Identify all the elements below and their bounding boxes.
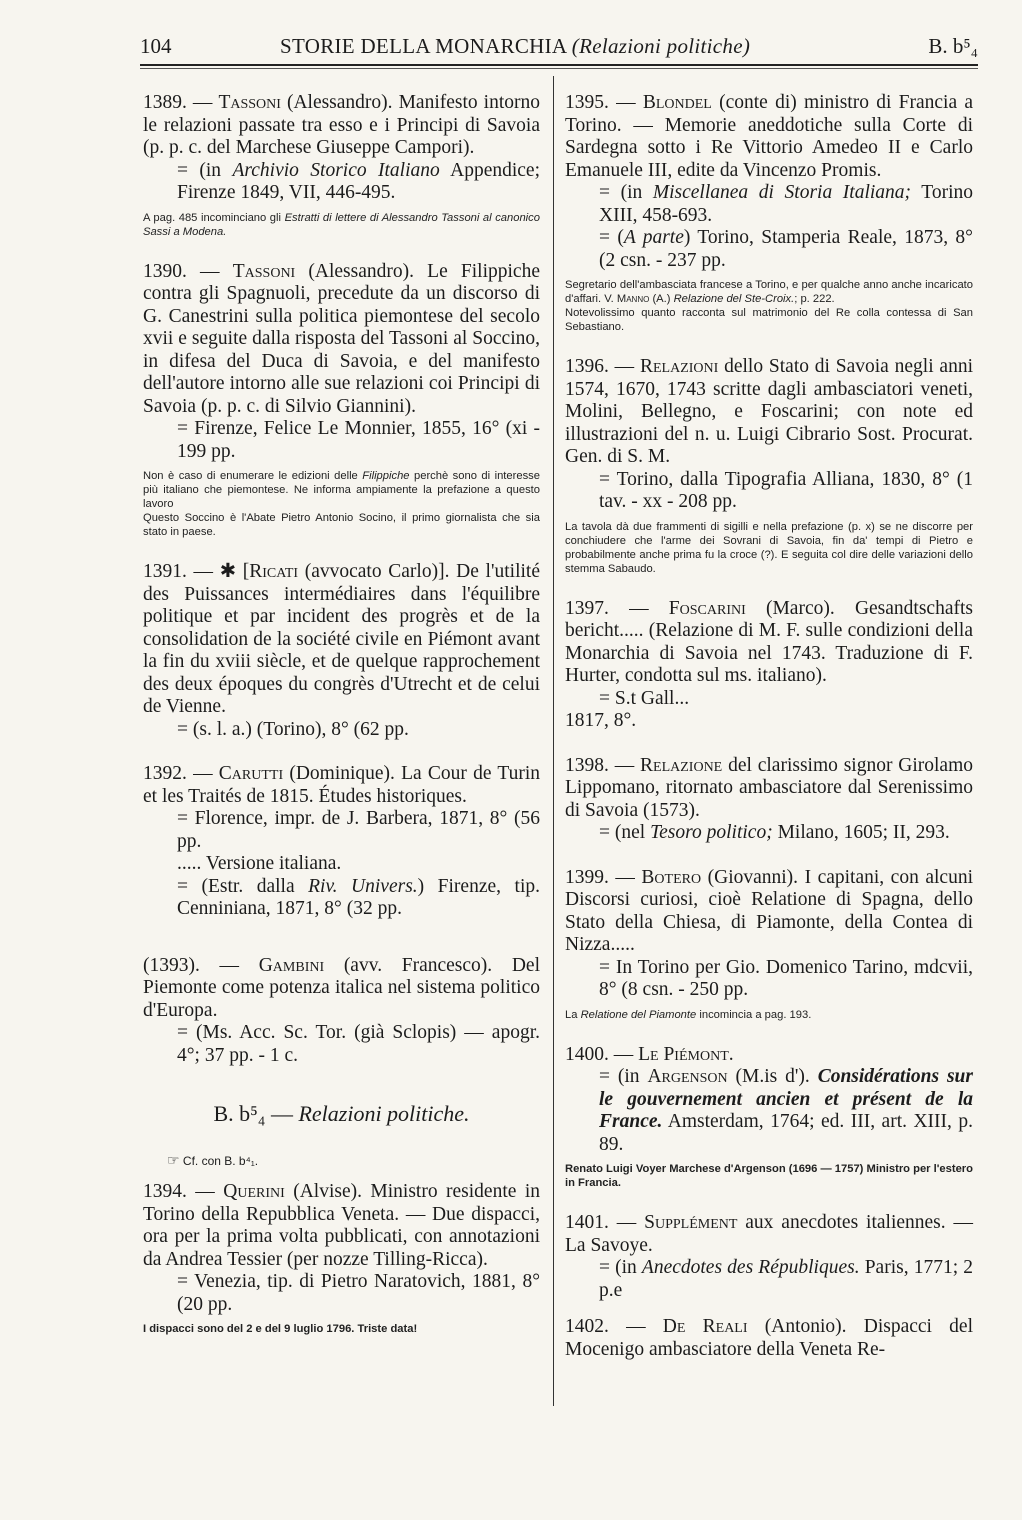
entry-author: Relazioni xyxy=(639,356,719,377)
entry-note: La Relatione del Piamonte incomincia a pag. 193. xyxy=(565,1008,812,1021)
entry-1400: 1400. — Le Piémont. = (in Argenson (M.is d'). Considérations sur le gouvernement ancien et présent de la France. Amsterdam, 1764; ed. III, art. XIII, p. 89. xyxy=(565,1043,973,1155)
entry-imprint: = Torino, dalla Tipografia Alliana, 1830, 8° (1 tav. - xx - 208 pp. xyxy=(599,468,973,512)
entry-note: Non è caso di enumerare le edizioni delle Filippiche perchè sono di interesse più italiano che piemontese. Ne informa ampiamente la prefazione a questo lavoro xyxy=(143,470,540,510)
entry-imprint: = (A parte) Torino, Stamperia Reale, 1873, 8° (2 csn. - 237 pp. xyxy=(599,227,973,271)
entry-author: Tassoni xyxy=(232,260,296,282)
entry-note: Questo Soccino è l'Abate Pietro Antonio Socino, il primo giornalista che sia stato in paese. xyxy=(143,512,540,538)
entry-author: Supplément xyxy=(644,1212,738,1233)
entry-imprint: = (in Miscellanea di Storia Italiana; Torino XIII, 458-693. xyxy=(599,182,973,226)
page-header xyxy=(140,34,978,64)
section-code: B. b⁵₄ xyxy=(928,34,978,58)
entry-imprint: = (Ms. Acc. Sc. Tor. (già Sclopis) — apogr. 4°; 37 pp. - 1 c. xyxy=(177,1022,540,1066)
entry-author: Foscarini xyxy=(668,597,746,619)
entry-1390: 1390. — Tassoni (Alessandro). Le Filippiche contra gli Spagnuoli, precedute da un discorso di G. Canestrini sulla politica piemontese del secolo xvii e seguite dalla risposta del Tassoni al Soccino, in difesa del Duca di Savoia, e del manifesto dell'autore intorno alle sue relazioni coi Principi di Savoia (p. p. c. di Silvio Giannini). = Firenze, Felice Le Monnier, 1855, 16° (xi - 199 pp. xyxy=(143,260,540,462)
entry-1393: (1393). — Gambini (avv. Francesco). Del Piemonte come potenza italica nel sistema politico d'Europa. = (Ms. Acc. Sc. Tor. (già Sclopis) — apogr. 4°; 37 pp. - 1 c. xyxy=(143,954,540,1066)
entry-author: Tassoni xyxy=(218,92,281,113)
entry-imprint: = Florence, impr. de J. Barbera, 1871, 8° (56 pp. xyxy=(177,808,540,852)
entry-imprint: = Venezia, tip. di Pietro Naratovich, 1881, 8° (20 pp. xyxy=(177,1271,540,1315)
entry-imprint: = In Torino per Gio. Domenico Tarino, mdcvii, 8° (8 csn. - 250 pp. xyxy=(599,956,973,1000)
entry-imprint: = (in Anecdotes des Républiques. Paris, 1771; 2 p.e xyxy=(599,1257,973,1301)
entry-1396: 1396. — Relazioni dello Stato di Savoia negli anni 1574, 1670, 1743 scritte dagli ambasciatori veneti, Molini, Bellegno, e Foscarini; con note ed illustrazioni del n. u. Luigi Cibrario Sost. Procurat. Gen. di S. M. = Torino, dalla Tipografia Alliana, 1830, 8° (1 tav. - xx - 208 pp. xyxy=(565,356,973,512)
entry-imprint: ..... Versione italiana. xyxy=(177,853,342,874)
entry-author: Botero xyxy=(641,866,702,888)
entry-imprint: = (in Argenson (M.is d'). Considérations sur le gouvernement ancien et présent de la France. Amsterdam, 1764; ed. III, art. XIII, p. 89. xyxy=(599,1066,973,1155)
entry-imprint: = (s. l. a.) (Torino), 8° (62 pp. xyxy=(177,718,409,740)
entry-note: La tavola dà due frammenti di sigilli e nella prefazione (p. x) se ne discorre per conchiudere che l'arme dei Sovrani di Savoia, fin da' tempi di Pietro e probabilmente anche prima fu la croce (?). E seguita col dire delle variazioni dello stemma Sabaudo. xyxy=(565,520,973,575)
header-rule-thin xyxy=(140,68,978,69)
entry-1402: 1402. — De Reali (Antonio). Dispacci del Mocenigo ambasciatore della Veneta Re- xyxy=(565,1316,973,1360)
entry-imprint: = S.t Gall... xyxy=(599,687,690,709)
entry-author: Relazione xyxy=(640,754,723,776)
entry-imprint: = Firenze, Felice Le Monnier, 1855, 16° (xi - 199 pp. xyxy=(177,418,540,462)
right-column xyxy=(565,92,973,1361)
entry-1398: 1398. — Relazione del clarissimo signor Girolamo Lippomano, ritornato ambasciatore dal Serenissimo di Savoia (1573). = (nel Tesoro politico; Milano, 1605; II, 293. xyxy=(565,754,974,843)
entry-imprint: = (Estr. dalla Riv. Univers.) Firenze, tip. Cenniniana, 1871, 8° (32 pp. xyxy=(177,875,540,919)
header-rule xyxy=(140,64,978,66)
entry-imprint: = (in Archivio Storico Italiano Appendice; Firenze 1849, VII, 446-495. xyxy=(177,159,540,203)
section-heading: B. b⁵₄ — Relazioni politiche. xyxy=(213,1101,470,1126)
entry-author: Gambini xyxy=(258,954,325,976)
entry-author: De Reali xyxy=(662,1316,748,1337)
entry-1394: 1394. — Querini (Alvise). Ministro residente in Torino della Repubblica Veneta. — Due dispacci, ora per la prima volta pubblicati, con annotazioni da Andrea Tessier (per nozze Tilling-Ricca). = Venezia, tip. di Pietro Naratovich, 1881, 8° (20 pp. xyxy=(143,1181,541,1315)
column-divider xyxy=(553,76,554,1406)
entry-note: Segretario dell'ambasciata francese a Torino, e per qualche anno anche incaricato d'affari. V. Manno (A.) Relazione del Ste-Croix.; p. 222. xyxy=(565,279,973,305)
entry-author: Ricati xyxy=(249,561,299,582)
entry-1395: 1395. — Blondel (conte di) ministro di Francia a Torino. — Memorie aneddotiche sulla Corte di Sardegna sotto i Re Vittorio Amedeo II e Carlo Emanuele III, edite da Vincenzo Promis. = (in Miscellanea di Storia Italiana; Torino XIII, 458-693. = (A parte) Torino, Stamperia Reale, 1873, 8° (2 csn. - 237 pp. xyxy=(565,92,973,271)
entry-1392: 1392. — Carutti (Dominique). La Cour de Turin et les Traités de 1815. Études historiques. = Florence, impr. de J. Barbera, 1871, 8° (56 pp. ..... Versione italiana. = (Estr. dalla Riv. Univers.) Firenze, tip. Cenniniana, 1871, 8° (32 pp. xyxy=(143,763,540,919)
entry-1401: 1401. — Supplément aux anecdotes italiennes. — La Savoye. = (in Anecdotes des Républiques. Paris, 1771; 2 p.e xyxy=(565,1212,973,1301)
running-title: STORIE DELLA MONARCHIA (Relazioni politiche) xyxy=(280,34,751,58)
page-number: 104 xyxy=(140,34,172,58)
entry-1391: 1391. — ✱ [Ricati (avvocato Carlo)]. De l'utilité des Puissances intermédiaires dans l'équilibre politique et par incident des progrès et de la consolidation de la société civile en Piémont avant la fin du xviii siècle, et de quelque rapprochement des deux époques du congrès d'Utrecht et de celui de Vienne. = (s. l. a.) (Torino), 8° (62 pp. xyxy=(143,561,540,740)
entry-imprint: 1817, 8°. xyxy=(565,710,637,731)
entry-1389: 1389. — Tassoni (Alessandro). Manifesto intorno le relazioni passate tra esso e i Principi di Savoia (p. p. c. del Marchese Giuseppe Campori). = (in Archivio Storico Italiano Appendice; Firenze 1849, VII, 446-495. xyxy=(143,92,540,203)
entry-1397: 1397. — Foscarini (Marco). Gesandtschafts bericht..... (Relazione di M. F. sulle condizioni della Monarchia di Savoia nel 1743. Traduzione di F. Hurter, condotta sul ms. italiano). = S.t Gall... 1817, 8°. xyxy=(565,597,973,731)
entry-note: A pag. 485 incominciano gli Estratti di lettere di Alessandro Tassoni al canonico Sassi a Modena. xyxy=(143,211,540,238)
cross-reference: ☞ Cf. con B. b⁴₁. xyxy=(167,1153,259,1169)
entry-author: Blondel xyxy=(642,92,712,113)
running-subtitle: (Relazioni politiche) xyxy=(571,34,751,58)
entry-imprint: = (nel Tesoro politico; Milano, 1605; II, 293. xyxy=(599,822,950,843)
pointing-hand-icon: ☞ xyxy=(167,1153,180,1169)
entry-1399: 1399. — Botero (Giovanni). I capitani, con alcuni Discorsi curiosi, cioè Relatione di Spagna, dello Stato della Chiesa, di Piamonte, della Contea di Nizza..... = In Torino per Gio. Domenico Tarino, mdcvii, 8° (8 csn. - 250 pp. xyxy=(565,866,974,1000)
left-column xyxy=(143,92,540,1336)
entry-note: Renato Luigi Voyer Marchese d'Argenson (1696 — 1757) Ministro per l'estero in Francia. xyxy=(565,1163,973,1189)
entry-author: Le Piémont. xyxy=(638,1043,734,1065)
entry-author: Querini xyxy=(223,1181,285,1202)
entry-note: Notevolissimo quanto racconta sul matrimonio del Re colla contessa di San Sebastiano. xyxy=(565,307,973,333)
entry-note: I dispacci sono del 2 e del 9 luglio 1796. Triste data! xyxy=(143,1323,418,1335)
entry-author: Carutti xyxy=(218,763,284,784)
